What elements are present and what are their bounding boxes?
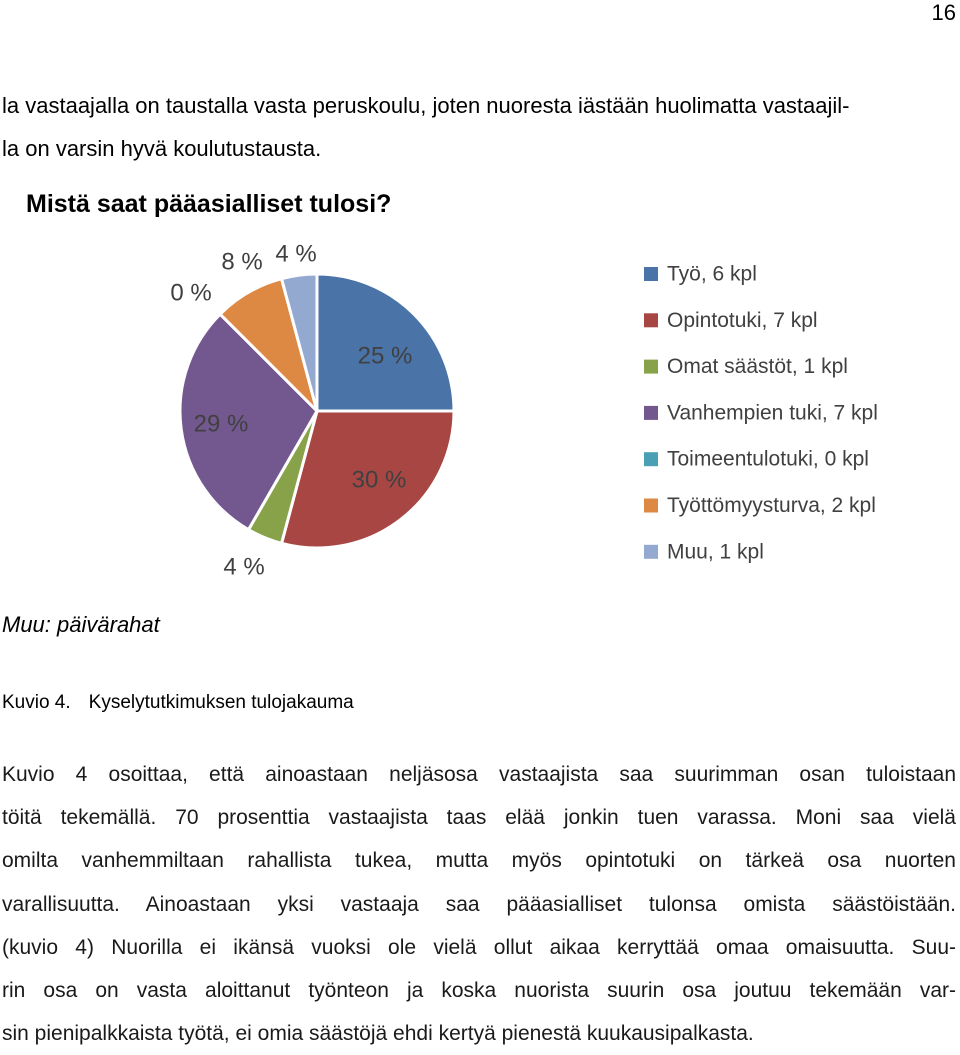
- body-paragraph: [2, 753, 956, 1055]
- legend-swatch: [644, 452, 658, 466]
- legend-entry-label: Työttömyysturva, 2 kpl: [667, 494, 876, 517]
- legend-swatch: [644, 267, 658, 281]
- intro-line: la vastaajalla on taustalla vasta peruskoulu, joten nuoresta iästään huolimatta vastaajil-: [2, 93, 850, 118]
- body-line: sin pienipalkkaista työtä, ei omia säästöjä ehdi kertyä pienestä kuukausipalkasta.: [2, 1022, 754, 1046]
- body-line: Kuvio 4 osoittaa, että ainoastaan neljäsosa vastaajista saa suurimman osan tuloistaan: [2, 763, 956, 786]
- legend-entry-label: Muu, 1 kpl: [667, 540, 764, 564]
- caption-text: Kyselytutkimuksen tulojakauma: [88, 692, 354, 713]
- body-line: töitä tekemällä. 70 prosenttia vastaajista taas elää jonkin tuen varassa. Moni saa vielä: [2, 806, 956, 830]
- intro-line: la on varsin hyvä koulutustausta.: [2, 136, 322, 161]
- legend-swatch: [644, 406, 658, 420]
- legend-entry-label: Työ, 6 kpl: [667, 262, 757, 286]
- slice-percent-label: 0 %: [170, 279, 212, 307]
- chart-title: Mistä saat pääasialliset tulosi?: [26, 190, 392, 218]
- chart-note: Muu: päivärahat: [2, 612, 160, 637]
- slice-percent-label: 4 %: [223, 553, 265, 581]
- slice-percent-label: 29 %: [193, 410, 249, 438]
- caption-label: Kuvio 4.: [2, 692, 71, 713]
- legend-swatch: [644, 545, 658, 559]
- body-line: omilta vanhemmiltaan rahallista tukea, mutta myös opintotuki on tärkeä osa nuorten: [2, 849, 956, 873]
- slice-percent-label: 25 %: [357, 342, 413, 370]
- body-line: varallisuutta. Ainoastaan yksi vastaaja saa pääasialliset tulonsa omista säästöistään.: [2, 892, 956, 916]
- legend-entry-label: Omat säästöt, 1 kpl: [667, 355, 848, 379]
- body-line: rin osa on vasta aloittanut työnteon ja koska nuorista suurin osa joutuu tekemään var-: [2, 979, 956, 1003]
- slice-percent-label: 8 %: [221, 248, 263, 276]
- page-number: 16: [931, 0, 956, 25]
- slice-percent-label: 4 %: [275, 240, 317, 268]
- legend-swatch: [644, 313, 658, 327]
- slice-percent-label: 30 %: [351, 466, 407, 494]
- body-line: (kuvio 4) Nuorilla ei ikänsä vuoksi ole vielä ollut aikaa kerryttää omaa omaisuutta. Suu-: [2, 935, 956, 959]
- legend-entry-label: Vanhempien tuki, 7 kpl: [667, 401, 878, 425]
- figure-caption: [2, 692, 354, 714]
- legend-swatch: [644, 499, 658, 513]
- legend-swatch: [644, 360, 658, 374]
- legend-entry-label: Opintotuki, 7 kpl: [667, 308, 818, 332]
- legend-entry-label: Toimeentulotuki, 0 kpl: [667, 447, 869, 471]
